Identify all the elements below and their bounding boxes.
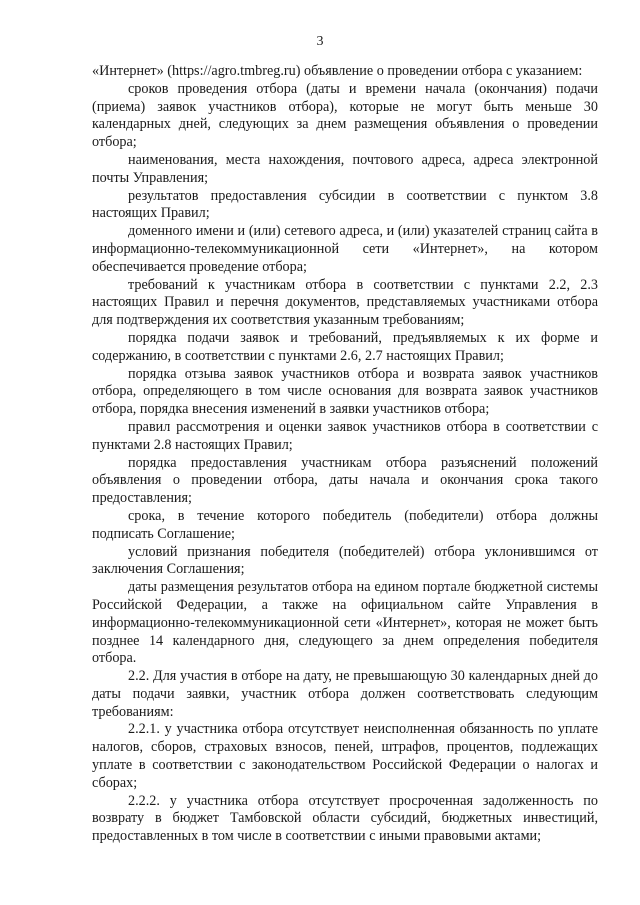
paragraph-evaluation-rules: правил рассмотрения и оценки заявок участников отбора в соответствии с пунктами 2.8 настоящих Правил; [92,418,598,453]
paragraph-results-publication: даты размещения результатов отбора на едином портале бюджетной системы Российской Федерации, а также на официальном сайте Управления в информационно-телекоммуникационной сети «Интернет», которая не может быть позднее 14 календарного дня, следующего за днем определения победителя отбора. [92,579,598,667]
paragraph-continuation: «Интернет» (https://agro.tmbreg.ru) объявление о проведении отбора с указанием: [92,63,583,79]
paragraph-evasion-conditions: условий признания победителя (победителей) отбора уклонившимся от заключения Соглашения; [92,543,598,578]
document-body [92,63,598,846]
paragraph-deadlines: сроков проведения отбора (даты и времени начала (окончания) подачи (приема) заявок участников отбора), которые не могут быть меньше 30 календарных дней, следующих за днем размещения объявления о проведении отбора; [92,80,598,151]
paragraph-domain: доменного имени и (или) сетевого адреса, и (или) указателей страниц сайта в информационно-телекоммуникационной сети «Интернет», на котором обеспечивается проведение отбора; [92,223,598,275]
paragraph-results: результатов предоставления субсидии в соответствии с пунктом 3.8 настоящих Правил; [92,187,598,222]
paragraph-section-2-2-2: 2.2.2. у участника отбора отсутствует просроченная задолженность по возврату в бюджет Тамбовской области субсидий, бюджетных инвестиций, предоставленных в том числе в соответствии с иными правовыми актами; [92,792,598,845]
paragraph-signing-term: срока, в течение которого победитель (победители) отбора должны подписать Соглашение; [92,507,598,542]
paragraph-withdrawal-order: порядка отзыва заявок участников отбора и возврата заявок участников отбора, определяющего в том числе основания для возврата заявок участников отбора, порядка внесения изменений в заявки участников отбора; [92,365,598,418]
paragraph-contacts: наименования, места нахождения, почтового адреса, адреса электронной почты Управления; [92,151,598,186]
page-number: 3 [316,34,324,49]
paragraph-requirements: требований к участникам отбора в соответствии с пунктами 2.2, 2.3 настоящих Правил и перечня документов, представляемых участниками отбора для подтверждения их соответствия указанным требованиям; [92,276,598,329]
paragraph-section-2-2: 2.2. Для участия в отборе на дату, не превышающую 30 календарных дней до даты подачи заявки, участник отбора должен соответствовать следующим требованиям: [92,668,598,720]
paragraph-clarifications: порядка предоставления участникам отбора разъяснений положений объявления о проведении отбора, даты начала и окончания срока такого предоставления; [92,454,598,507]
paragraph-submission-order: порядка подачи заявок и требований, предъявляемых к их форме и содержанию, в соответствии с пунктами 2.6, 2.7 настоящих Правил; [92,329,598,364]
paragraph-section-2-2-1: 2.2.1. у участника отбора отсутствует неисполненная обязанность по уплате налогов, сборов, страховых взносов, пеней, штрафов, процентов, подлежащих уплате в соответствии с законодательством Российской Федерации о налогах и сборах; [92,721,598,791]
